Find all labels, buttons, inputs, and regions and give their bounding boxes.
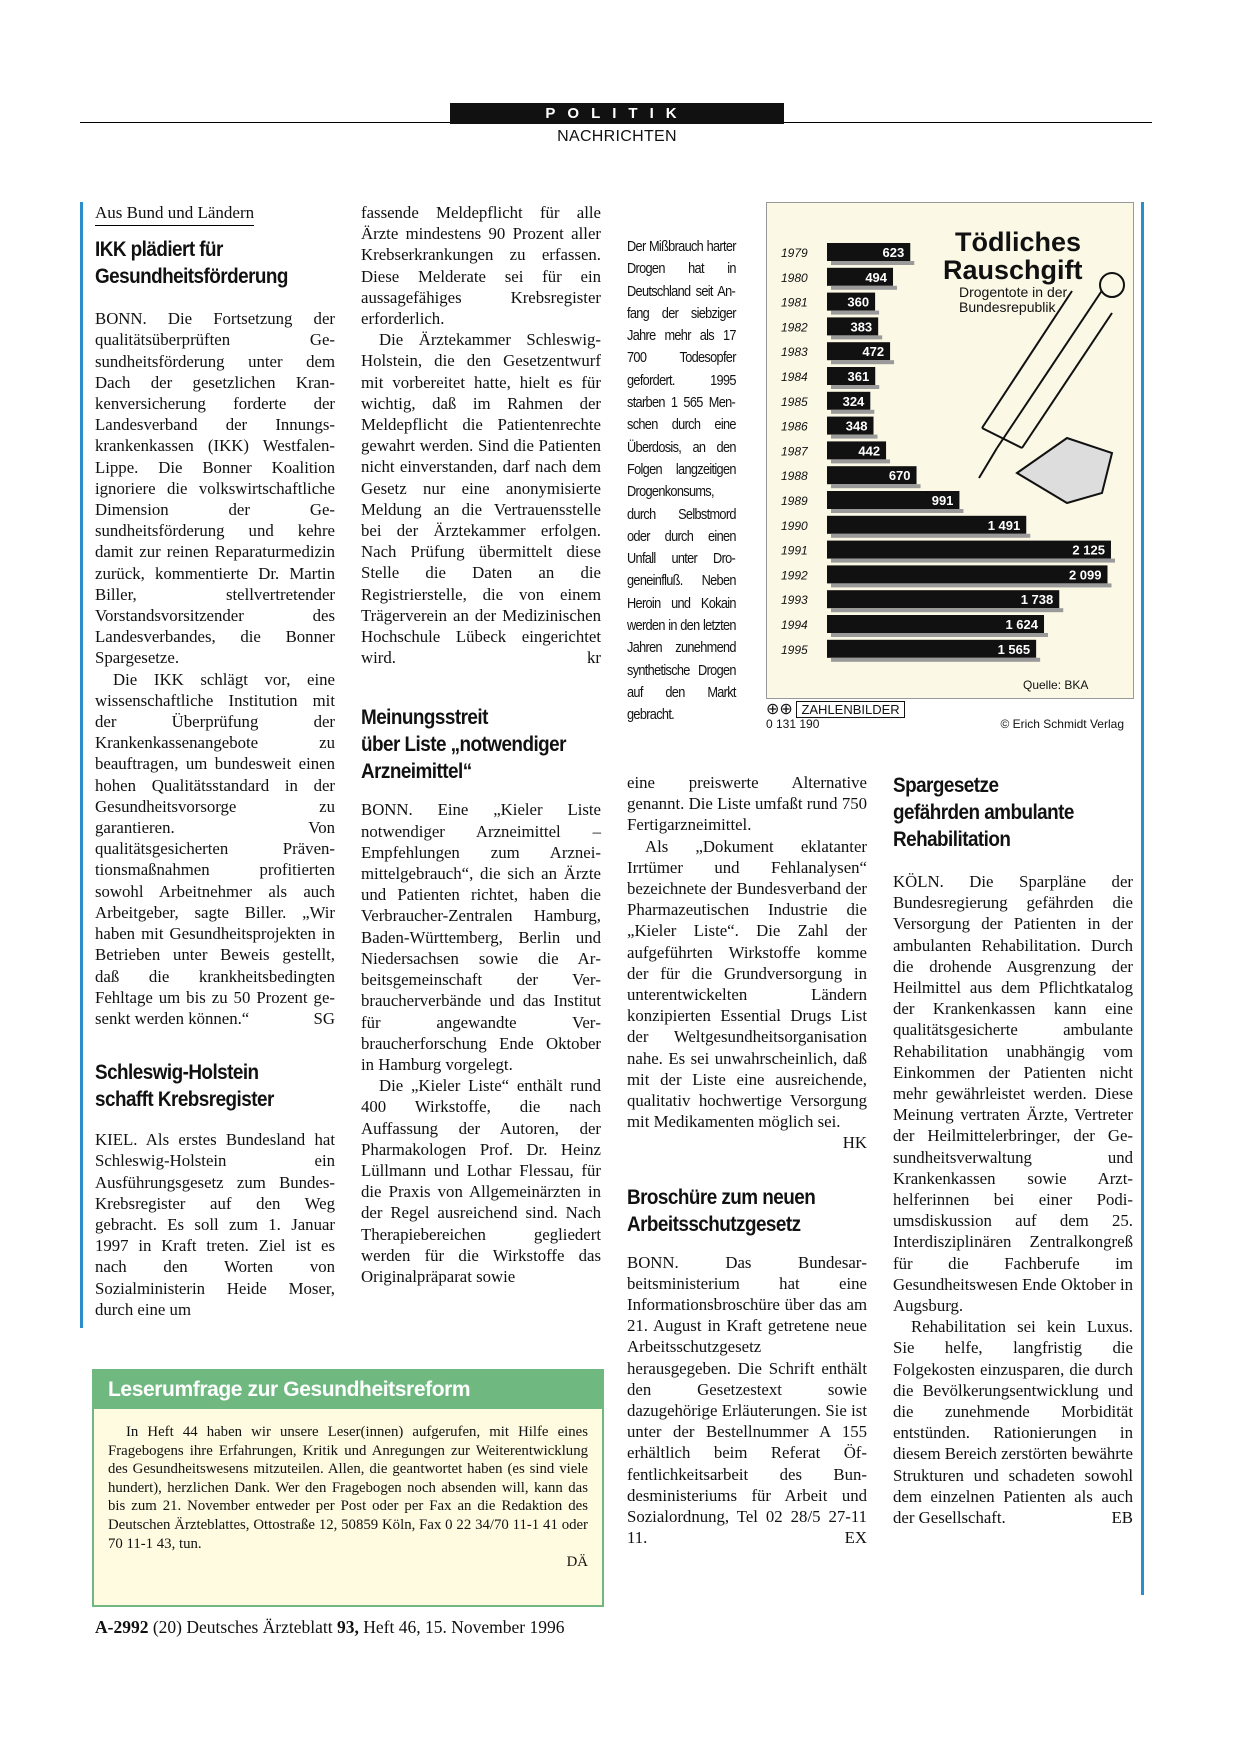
bar (827, 565, 1108, 583)
year-label: 1991 (781, 543, 808, 558)
footer-volume: 93, (337, 1617, 359, 1637)
article-paragraph: KIEL. Als erstes Bundesland hat Schleswig-Holstein ein Ausführungsgesetz zum Bundes-Krebsregister auf den Weg gebracht. Es soll zum 1. Januar 1997 in Kraft treten. Ziel ist es nach den Worten von Sozialministerin Heide Moser, durch eine um (95, 1130, 335, 1319)
chart-graphic (766, 202, 1134, 699)
headline-rehabilitation: Spargesetze gefährden ambulante Rehabilitation (893, 774, 1074, 851)
article-paragraph: Die „Kieler Liste“ enthält rund 400 Wirkstoffe, die nach Auffassung der Autoren, der Pharmakologen Prof. Dr. Heinz Lüllmann und Lothar Flessau, für die Praxis von Allgemeinärzten in der Regel ausreichend sind. Nach Therapiebereichen gegliedert werden für die Wirkstoffe das Originalpräparat sowie (361, 1076, 601, 1286)
chart-publisher: © Erich Schmidt Verlag (1000, 717, 1124, 731)
article-paragraph: KÖLN. Die Sparpläne der Bundesregierung gefährden die Versorgung der Patienten in der ambulanten Rehabilitation. Durch die drohende Ausgrenzung der Heilmittel aus dem Pflichtkatalog der Krankenkassen kann eine qualitätsgesicherte ambulante Rehabilitation unabhängig vom Einkommen der Patienten nicht mehr gewährleistet werden. Diese Meinung vertraten Ärzte, Vertreter der Heilmittelerbringer, der Gesundheitsverwaltung und Krankenkassen sowie Arzthelferinnen bei einer Podiumsdiskussion auf dem 25. Interdisziplinären Zentralkongreß für die Fachberufe im Gesundheitswesen Ende Oktober in Augsburg. (893, 872, 1134, 1316)
bar-shadow (831, 261, 914, 265)
chart-source: Quelle: BKA (1023, 678, 1089, 692)
value-label: 1 624 (1005, 617, 1039, 632)
value-label: 324 (842, 393, 865, 409)
page-number: A-2992 (95, 1617, 149, 1637)
article-paragraph: Rehabilitation sei kein Luxus. Sie helfe, langfristig die Folgekosten einzusparen, die durch die Bevölkerungsentwicklung und die zunehmende Morbidität entstünden. Rationierungen in diesem Bereich zerstörten bewährte Strukturen und schadeten sowohl dem einzelnen Patienten als auch der Gesellschaft. (893, 1317, 1133, 1528)
column-2 (361, 202, 601, 1287)
zahlenbilder-badge: ⊕⊕ ZAHLENBILDER (766, 699, 905, 719)
bar-shadow (831, 410, 874, 414)
bar-shadow (831, 435, 878, 439)
year-label: 1994 (781, 618, 808, 632)
bar-shadow (831, 360, 894, 364)
drug-deaths-chart (767, 203, 1133, 698)
value-label: 670 (888, 468, 911, 484)
bar-shadow (831, 583, 1112, 587)
bar-shadow (831, 335, 882, 339)
chart-caption: Der Mißbrauch harter Drogen hat in Deutschland seit Anfang der siebziger Jahre mehr als 17 700 Todesopfer gefordert. 1995 starben 1 565 Menschen durch eine Überdosis, an den Folgen langzeitigen Drogenkonsums, durch Selbstmord oder durch einen Unfall unter Drogeneinfluß. Neben Heroin und Kokain werden in den letzten Jahren zunehmend synthetische Drogen auf den Markt gebracht. (627, 238, 736, 724)
author-signature: HK (842, 1133, 867, 1153)
value-label: 1 738 (1020, 592, 1054, 608)
headline-arzneimittel: Meinungsstreit über Liste „notwendiger Arzneimittel“ (361, 706, 566, 784)
bar-shadow (831, 311, 879, 315)
value-label: 2 125 (1072, 542, 1105, 558)
value-label: 442 (858, 443, 881, 459)
article-paragraph: BONN. Das Bundesarbeitsministerium hat eine Informationsbroschüre über das am 21. August in Kraft getretene neue Arbeitsschutzgesetz herausgegeben. Die Schrift enthält den Gesetzestext sowie dazugehörige Erläuterungen. Sie ist unter der Bestellnummer A 155 erhältlich beim Referat Öffentlichkeitsarbeit des Bundesministeriums für Arbeit und Sozialordnung, Tel 02 28/5 27-11 11. (627, 1252, 867, 1548)
column-rule-left (80, 202, 83, 1328)
year-label: 1982 (781, 320, 808, 335)
bar-shadow (831, 509, 963, 513)
value-label: 348 (845, 418, 868, 434)
chart-code: 0 131 190 (766, 717, 820, 731)
year-label: 1990 (781, 518, 808, 533)
bar (827, 541, 1111, 559)
value-label: 383 (850, 319, 873, 335)
kicker: Aus Bund und Ländern (95, 202, 254, 226)
bar-shadow (831, 385, 879, 389)
article-paragraph: Die Ärztekammer Schleswig-Holstein, die den Gesetzentwurf mit vorbereitet hatte, hielt es für wichtig, daß im Rahmen der Meldepflicht die Patientenrechte gewahrt werden. Sind die Patienten nicht einverstanden, darf nach dem Gesetz nur eine anonymisierte Meldung an die Vertrauensstelle bei der Ärztekammer erfolgen. Nach Prüfung übermittelt diese Stelle die Daten an die Registrierstelle, die von einem Trägerverein an der Medizinischen Hochschule Lübeck eingerichtet wird. kr (361, 330, 601, 668)
article-paragraph: BONN. Die Fortsetzung der qualitätsüberprüften Gesundheitsförderung unter dem Dach der gesetzlichen Krankenversicherung forderte der Landesverband der Innungskrankenkassen (IKK) Westfalen-Lippe. Die Bonner Koalition ignoriere die volkswirtschaftliche Dimension der Gesundheitsförderung und kehre damit zur reinen Reparaturmedizin zurück, kommentierte Dr. Martin Biller, stellvertretender Vorstandsvorsitzender des Landesverbandes, die Bonner Spargesetze. (95, 309, 335, 668)
survey-box (92, 1369, 604, 1607)
value-label: 361 (847, 369, 870, 384)
year-label: 1979 (781, 246, 808, 260)
column-rule-right (1141, 202, 1144, 1595)
value-label: 1 491 (987, 517, 1021, 533)
author-signature: kr (587, 648, 601, 668)
page-footer (95, 1617, 564, 1638)
bar-shadow (831, 658, 1040, 662)
survey-box-title: Leserumfrage zur Gesundheitsreform (94, 1371, 602, 1409)
year-label: 1985 (781, 394, 808, 409)
year-label: 1988 (781, 469, 808, 484)
article-paragraph: Die IKK schlägt vor, eine wissenschaftliche Institution mit der Überprüfung der Krankenkassenangebote zu beauftragen, um bundesweit einen hohen Qualitätsstandard in der Gesundheitsvorsorge zu garantieren. Von qualitätsgesicherten Präventionsmaßnahmen profitierten sowohl Arbeitnehmer als auch Arbeitgeber, sagte Biller. „Wir haben mit Gesundheitsprojekten in Betrieben unter Beweis gestellt, daß die krankheitsbedingten Fehltage um bis zu 50 Prozent gesenkt werden können.“ SG (95, 669, 335, 1028)
author-signature: SG (313, 1008, 335, 1028)
chart-footer (766, 697, 1132, 731)
headline-krebsregister: Schleswig-Holstein schafft Krebsregister (95, 1061, 274, 1112)
bar-shadow (831, 633, 1048, 637)
year-label: 1987 (781, 444, 808, 459)
year-label: 1986 (781, 419, 808, 434)
year-label: 1983 (781, 345, 808, 360)
bar-shadow (831, 459, 890, 463)
value-label: 991 (931, 493, 954, 508)
column-3 (627, 772, 867, 1549)
chart-title-line-2: Rauschgift (943, 255, 1083, 285)
value-label: 360 (847, 294, 870, 310)
year-label: 1984 (781, 370, 808, 384)
section-label: POLITIK (450, 103, 784, 124)
article-paragraph: BONN. Eine „Kieler Liste notwendiger Arzneimittel – Empfehlungen zum Arzneimittelgebrauch“, die sich an Ärzte und Patienten richtet, haben die Verbraucher-Zentralen Hamburg, Baden-Württemberg, Berlin und Niedersachsen sowie die Arbeitsgemeinschaft der Verbraucherverbände und das Institut für angewandte Verbraucherforschung Ende Oktober in Hamburg vorgelegt. (361, 800, 601, 1074)
author-signature: EX (844, 1528, 867, 1548)
bar-shadow (831, 608, 1063, 612)
footer-text: (20) Deutsches Ärzteblatt (152, 1617, 333, 1637)
article-paragraph: eine preiswerte Alternative genannt. Die Liste umfaßt rund 750 Fertigarzneimittel. (627, 773, 867, 835)
year-label: 1995 (781, 642, 808, 657)
subsection-label: NACHRICHTEN (557, 128, 677, 145)
author-signature: DÄ (566, 1554, 588, 1571)
article-paragraph: fassende Meldepflicht für alle Ärzte mindestens 90 Prozent aller Krebserkrankungen zu erfassen. Diese Melderate sei für ein aussagefähiges Krebsregister erforderlich. (361, 203, 601, 329)
bar-shadow (831, 286, 897, 290)
value-label: 472 (862, 344, 885, 360)
year-label: 1992 (781, 568, 808, 583)
column-1 (95, 202, 335, 1320)
year-label: 1989 (781, 494, 808, 508)
bar-shadow (831, 484, 921, 488)
year-label: 1993 (781, 593, 808, 608)
value-label: 1 565 (997, 641, 1031, 657)
survey-box-text: In Heft 44 haben wir unsere Leser(innen) aufgerufen, mit Hilfe eines Fragebogens ihre Erfahrungen, Kritik und Anregungen zur Weiterentwicklung des Gesundheitswesens mitzuteilen. Allen, die geantwortet haben (es sind viele hundert), herzlichen Dank. Wer den Fragebogen noch absenden will, kann das bis zum 21. November entweder per Post oder per Fax an die Redaktion des Deutschen Ärzteblattes, Ottostraße 12, 50859 Köln, Fax 0 22 34/70 11-1 41 oder 70 11-1 43, tun. DÄ (108, 1424, 588, 1571)
year-label: 1980 (781, 270, 808, 285)
footer-issue: Heft 46, 15. November 1996 (363, 1617, 565, 1637)
author-signature: EB (1111, 1508, 1133, 1528)
chart-title: Tödliches (955, 227, 1082, 257)
bar-shadow (831, 559, 1115, 563)
value-label: 623 (882, 245, 905, 260)
value-label: 494 (865, 269, 888, 285)
chart-subtitle: Drogentote in der Bundesrepublik (959, 285, 1068, 315)
value-label: 2 099 (1068, 567, 1102, 583)
bar-shadow (831, 534, 1030, 538)
article-paragraph: Als „Dokument eklatanter Irrtümer und Fehlanalysen“ bezeichnete der Bundesverband der Pharmazeutischen Industrie die „Kieler Liste“. Die Zahl der aufgeführten Wirkstoffe komme der für die Grundversorgung in unterentwickelten Ländern konzipierten Essential Drugs List der Weltgesundheitsorganisation nahe. Es sei unwahrscheinlich, daß mit der Liste eine ausreichende, qualitativ hochwertige Versorgung mit Medikamenten möglich sei. HK (627, 836, 867, 1153)
year-label: 1981 (781, 295, 808, 310)
column-4 (893, 772, 1133, 1528)
headline-ikk: IKK plädiert für Gesundheitsförderung (95, 238, 288, 289)
headline-arbeitsschutz: Broschüre zum neuen Arbeitsschutzgesetz (627, 1185, 816, 1236)
